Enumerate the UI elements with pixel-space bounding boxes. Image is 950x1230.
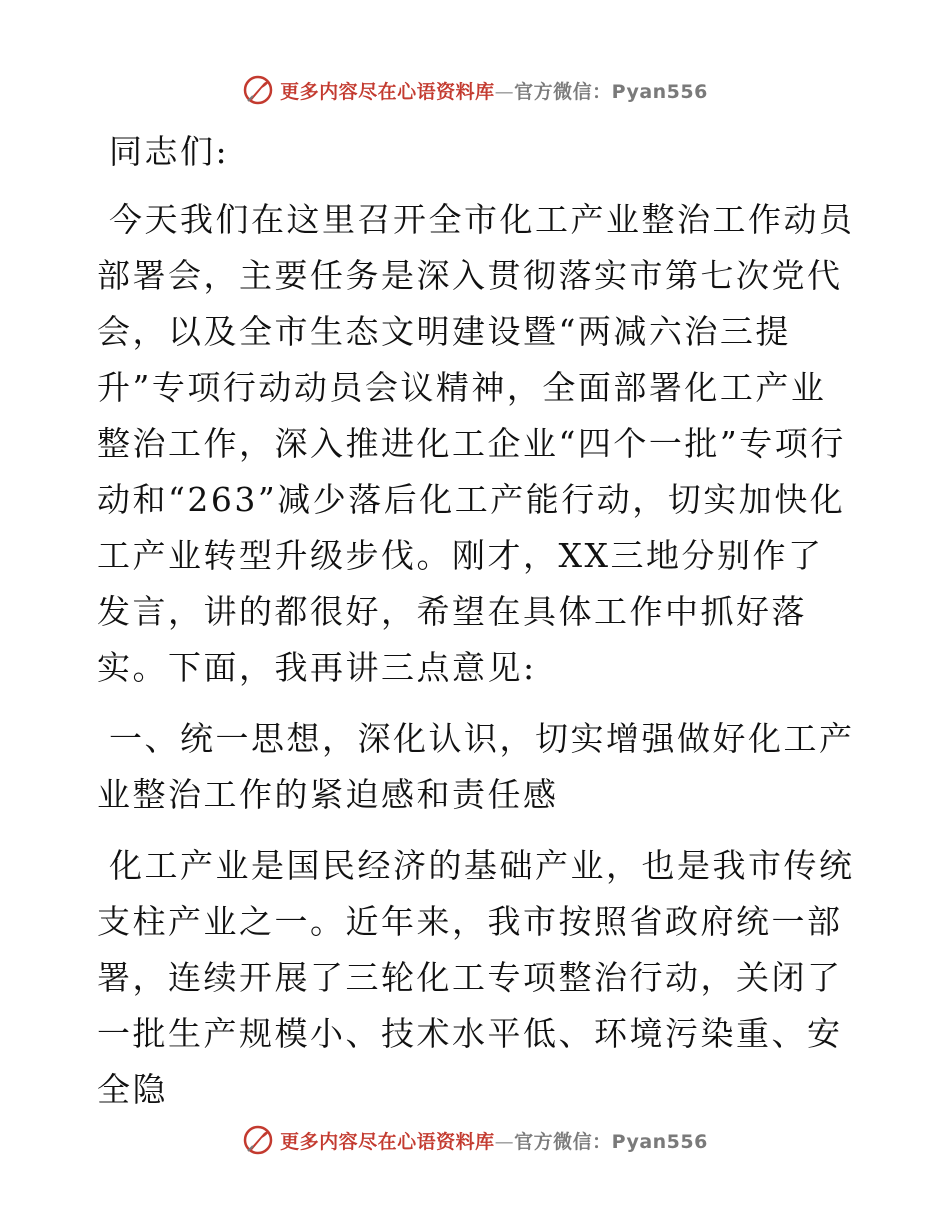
quill-pen-circle-icon [242,1124,274,1156]
official-label: 官方微信： [514,80,612,103]
greeting: 同志们: [109,132,230,171]
document-body [97,124,857,1133]
official-label: 官方微信： [514,1130,612,1153]
section-heading-1: 一、统一思想，深化认识，切实增强做好化工产业整治工作的紧迫感和责任感 [97,719,855,814]
banner-separator: — [494,1130,515,1153]
wechat-id: Pyan556 [611,1130,708,1153]
paragraph-intro: 今天我们在这里召开全市化工产业整治工作动员部署会，主要任务是深入贯彻落实市第七次党代会，以及全市生态文明建设暨“两减六治三提升”专项行动动员会议精神，全面部署化工产业整治工作，深入推进化工企业“四个一批”专项行动和“263”减少落后化工产能行动，切实加快化工产业转型升级步伐。刚才，XX三地分别作了发言，讲的都很好，希望在具体工作中抓好落实。下面，我再讲三点意见: [97,200,855,687]
header-banner [0,72,950,108]
promo-text: 更多内容尽在心语资料库 [280,1130,495,1153]
banner-separator: — [494,80,515,103]
promo-text: 更多内容尽在心语资料库 [280,80,495,103]
quill-pen-circle-icon [242,74,274,106]
paragraph-body: 化工产业是国民经济的基础产业，也是我市传统支柱产业之一。近年来，我市按照省政府统一部署，连续开展了三轮化工专项整治行动，关闭了一批生产规模小、技术水平低、环境污染重、安全隐 [97,846,855,1109]
wechat-id: Pyan556 [611,80,708,103]
footer-banner [0,1122,950,1158]
